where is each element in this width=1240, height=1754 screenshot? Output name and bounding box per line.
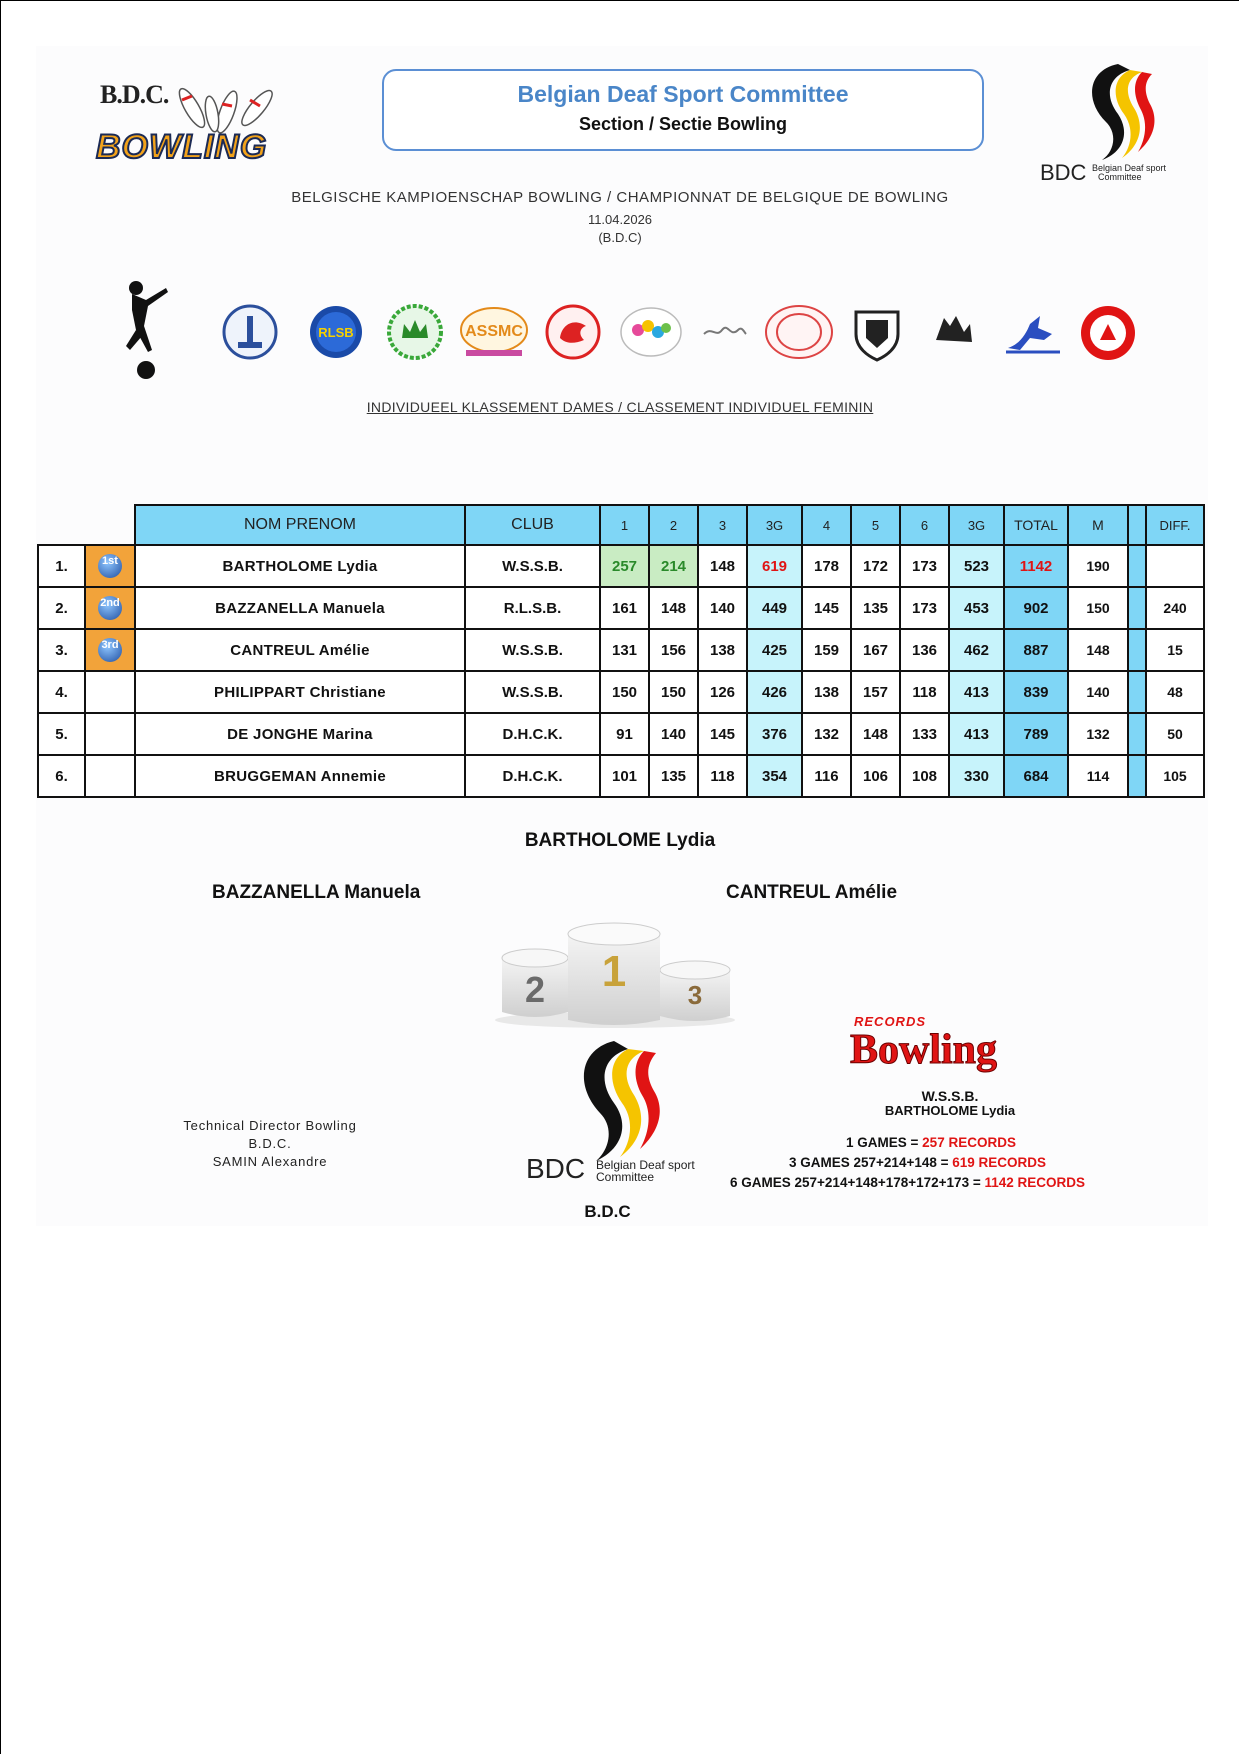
signature-line-1: Technical Director Bowling <box>183 1118 357 1133</box>
medal-cell <box>85 671 135 713</box>
club-logo-rlsb-icon <box>306 304 366 360</box>
series-1-cell: 449 <box>747 587 802 629</box>
club-logo-crown-icon <box>384 304 446 360</box>
podium-icon <box>490 920 740 1030</box>
series-2-cell: 413 <box>949 713 1004 755</box>
header-game-5: 5 <box>851 505 900 545</box>
game-6-cell: 108 <box>900 755 949 797</box>
average-cell: 140 <box>1068 671 1128 713</box>
silver-medal-icon: 2nd <box>93 591 127 625</box>
header-game-2: 2 <box>649 505 698 545</box>
header-average: M <box>1068 505 1128 545</box>
game-6-cell: 136 <box>900 629 949 671</box>
game-1-cell: 150 <box>600 671 649 713</box>
club-logo-assmc-text: ASSMC <box>465 323 523 340</box>
club-logo-red-animal-icon <box>542 304 604 360</box>
bdc-logo-caption-1: Belgian Deaf sport <box>1092 163 1167 173</box>
record-player-name: BARTHOLOME Lydia <box>884 1103 1016 1118</box>
rank-cell: 6. <box>38 755 85 797</box>
bdc-flame-icon <box>1078 60 1158 165</box>
record-line-1-label: 1 GAMES = <box>846 1135 919 1150</box>
game-1-cell: 131 <box>600 629 649 671</box>
podium-step-1: 1 <box>601 947 627 996</box>
table-row <box>38 671 1204 713</box>
player-name: PHILIPPART Christiane <box>135 671 465 713</box>
player-name: DE JONGHE Marina <box>135 713 465 755</box>
header-empty <box>1128 505 1146 545</box>
game-4-cell: 138 <box>802 671 851 713</box>
gold-medal-icon: 1st <box>93 549 127 583</box>
player-name: BRUGGEMAN Annemie <box>135 755 465 797</box>
header-series-1: 3G <box>747 505 802 545</box>
series-1-cell: 619 <box>747 545 802 587</box>
game-6-cell: 173 <box>900 587 949 629</box>
medal-cell <box>85 755 135 797</box>
game-3-cell: 126 <box>698 671 747 713</box>
bowling-logo-word: BOWLING <box>96 128 268 166</box>
series-1-cell: 426 <box>747 671 802 713</box>
club-logo-red-badge-icon <box>1078 304 1138 362</box>
game-1-cell: 161 <box>600 587 649 629</box>
game-6-cell: 173 <box>900 545 949 587</box>
podium-third-name: CANTREUL Amélie <box>726 882 898 903</box>
header-rank-blank <box>38 505 85 545</box>
game-3-cell: 118 <box>698 755 747 797</box>
medal-cell <box>85 629 135 671</box>
club-logos-row <box>110 278 1170 378</box>
bdc-footer-label: B.D.C <box>584 1202 631 1221</box>
diff-cell: 240 <box>1146 587 1204 629</box>
record-line-1-value: 257 RECORDS <box>922 1135 1016 1150</box>
game-5-cell: 135 <box>851 587 900 629</box>
table-row <box>38 713 1204 755</box>
bdc-center-caption-2: Committee <box>596 1170 655 1184</box>
club-logo-monument-icon <box>222 304 278 360</box>
player-name: BAZZANELLA Manuela <box>135 587 465 629</box>
empty-cell <box>1128 545 1146 587</box>
game-2-cell: 214 <box>649 545 698 587</box>
empty-cell <box>1128 713 1146 755</box>
committee-section: Section / Sectie Bowling <box>578 114 788 134</box>
header-game-4: 4 <box>802 505 851 545</box>
championship-title: BELGISCHE KAMPIOENSCHAP BOWLING / CHAMPIONNAT DE BELGIQUE DE BOWLING <box>291 189 949 206</box>
table-header-row <box>38 505 1204 545</box>
club-cell: W.S.S.B. <box>465 545 600 587</box>
game-3-cell: 138 <box>698 629 747 671</box>
records-logo-small: RECORDS <box>854 1014 927 1029</box>
signature-line-2: B.D.C. <box>248 1136 292 1151</box>
player-name: CANTREUL Amélie <box>135 629 465 671</box>
series-1-cell: 425 <box>747 629 802 671</box>
total-cell: 1142 <box>1004 545 1068 587</box>
record-line-3-label: 6 GAMES 257+214+148+178+172+173 = <box>730 1175 981 1190</box>
signature-line-3: SAMIN Alexandre <box>212 1154 328 1169</box>
header-series-2: 3G <box>949 505 1004 545</box>
championship-organizer: (B.D.C) <box>598 230 642 245</box>
average-cell: 190 <box>1068 545 1128 587</box>
podium-step-2: 2 <box>524 969 546 1010</box>
game-3-cell: 145 <box>698 713 747 755</box>
club-cell: W.S.S.B. <box>465 671 600 713</box>
total-cell: 887 <box>1004 629 1068 671</box>
bdc-center-caption-1: Belgian Deaf sport <box>596 1158 695 1172</box>
total-cell: 839 <box>1004 671 1068 713</box>
total-cell: 789 <box>1004 713 1068 755</box>
medal-cell <box>85 713 135 755</box>
club-cell: R.L.S.B. <box>465 587 600 629</box>
club-logo-colorful-icon <box>618 304 684 360</box>
club-logo-crest-red-icon <box>764 304 834 364</box>
series-2-cell: 413 <box>949 671 1004 713</box>
header-total: TOTAL <box>1004 505 1068 545</box>
classification-title: INDIVIDUEEL KLASSEMENT DAMES / CLASSEMENT INDIVIDUEL FEMININ <box>366 399 874 415</box>
series-1-cell: 376 <box>747 713 802 755</box>
record-line-2 <box>789 1155 1046 1170</box>
diff-cell <box>1146 545 1204 587</box>
record-line-3 <box>730 1175 1085 1190</box>
results-table <box>37 504 1205 798</box>
header-name: NOM PRENOM <box>135 505 465 545</box>
technical-director-signature <box>170 1117 370 1171</box>
bdc-bowling-logo <box>92 78 312 178</box>
series-1-cell: 354 <box>747 755 802 797</box>
diff-cell: 105 <box>1146 755 1204 797</box>
rank-cell: 4. <box>38 671 85 713</box>
game-2-cell: 156 <box>649 629 698 671</box>
game-1-cell: 101 <box>600 755 649 797</box>
game-3-cell: 140 <box>698 587 747 629</box>
header-diff: DIFF. <box>1146 505 1204 545</box>
medal-cell <box>85 587 135 629</box>
game-2-cell: 148 <box>649 587 698 629</box>
header-medal-blank <box>85 505 135 545</box>
game-6-cell: 118 <box>900 671 949 713</box>
bdc-logo-right <box>1040 60 1190 190</box>
game-1-cell: 257 <box>600 545 649 587</box>
average-cell: 114 <box>1068 755 1128 797</box>
record-club: W.S.S.B. <box>921 1088 979 1104</box>
record-line-3-value: 1142 RECORDS <box>984 1175 1086 1190</box>
empty-cell <box>1128 755 1146 797</box>
championship-date: 11.04.2026 <box>587 212 653 227</box>
empty-cell <box>1128 587 1146 629</box>
game-2-cell: 150 <box>649 671 698 713</box>
game-4-cell: 145 <box>802 587 851 629</box>
game-1-cell: 91 <box>600 713 649 755</box>
average-cell: 150 <box>1068 587 1128 629</box>
series-2-cell: 523 <box>949 545 1004 587</box>
bdc-logo-caption-2: Committee <box>1098 172 1142 182</box>
header-club: CLUB <box>465 505 600 545</box>
club-logo-rlsb-text: RLSB <box>318 325 354 340</box>
diff-cell: 48 <box>1146 671 1204 713</box>
podium-step-3: 3 <box>687 980 703 1010</box>
rank-cell: 5. <box>38 713 85 755</box>
player-name: BARTHOLOME Lydia <box>135 545 465 587</box>
game-4-cell: 159 <box>802 629 851 671</box>
bdc-logo-letters: BDC <box>1040 160 1087 185</box>
table-row <box>38 587 1204 629</box>
club-logo-figures-icon <box>930 304 976 360</box>
diff-cell: 15 <box>1146 629 1204 671</box>
record-line-1 <box>846 1135 1016 1150</box>
club-logo-deer-icon <box>1000 304 1066 360</box>
club-logo-assmc-icon <box>458 304 530 360</box>
game-5-cell: 148 <box>851 713 900 755</box>
average-cell: 132 <box>1068 713 1128 755</box>
bdc-logo-text: B.D.C. <box>100 80 169 109</box>
rank-cell: 1. <box>38 545 85 587</box>
rank-cell: 2. <box>38 587 85 629</box>
total-cell: 684 <box>1004 755 1068 797</box>
bdc-logo-center <box>522 1035 722 1190</box>
record-line-2-value: 619 RECORDS <box>952 1155 1047 1170</box>
bronze-medal-icon: 3rd <box>93 633 127 667</box>
game-2-cell: 140 <box>649 713 698 755</box>
game-2-cell: 135 <box>649 755 698 797</box>
header-game-1: 1 <box>600 505 649 545</box>
game-6-cell: 133 <box>900 713 949 755</box>
records-logo-big: Bowling <box>850 1027 998 1073</box>
page-margin-line <box>0 1230 1 1754</box>
bowler-silhouette-icon <box>118 280 178 380</box>
club-logo-heraldic-icon <box>846 304 908 362</box>
bdc-center-letters: BDC <box>526 1153 586 1184</box>
committee-header <box>382 69 984 151</box>
table-row <box>38 629 1204 671</box>
club-logo-signature-icon <box>700 304 750 360</box>
game-5-cell: 172 <box>851 545 900 587</box>
game-5-cell: 157 <box>851 671 900 713</box>
game-4-cell: 132 <box>802 713 851 755</box>
game-5-cell: 106 <box>851 755 900 797</box>
podium-first-name: BARTHOLOME Lydia <box>524 830 716 851</box>
game-5-cell: 167 <box>851 629 900 671</box>
medal-cell <box>85 545 135 587</box>
series-2-cell: 462 <box>949 629 1004 671</box>
series-2-cell: 453 <box>949 587 1004 629</box>
podium-second-name: BAZZANELLA Manuela <box>212 882 421 903</box>
average-cell: 148 <box>1068 629 1128 671</box>
committee-title: Belgian Deaf Sport Committee <box>517 81 849 107</box>
record-line-2-label: 3 GAMES 257+214+148 = <box>789 1155 949 1170</box>
table-row <box>38 755 1204 797</box>
club-cell: D.H.C.K. <box>465 755 600 797</box>
records-bowling-logo <box>846 1010 1046 1080</box>
bdc-flame-icon <box>568 1037 664 1165</box>
header-game-6: 6 <box>900 505 949 545</box>
diff-cell: 50 <box>1146 713 1204 755</box>
game-3-cell: 148 <box>698 545 747 587</box>
header-game-3: 3 <box>698 505 747 545</box>
rank-cell: 3. <box>38 629 85 671</box>
club-cell: D.H.C.K. <box>465 713 600 755</box>
empty-cell <box>1128 629 1146 671</box>
empty-cell <box>1128 671 1146 713</box>
table-row <box>38 545 1204 587</box>
club-cell: W.S.S.B. <box>465 629 600 671</box>
total-cell: 902 <box>1004 587 1068 629</box>
series-2-cell: 330 <box>949 755 1004 797</box>
game-4-cell: 116 <box>802 755 851 797</box>
game-4-cell: 178 <box>802 545 851 587</box>
